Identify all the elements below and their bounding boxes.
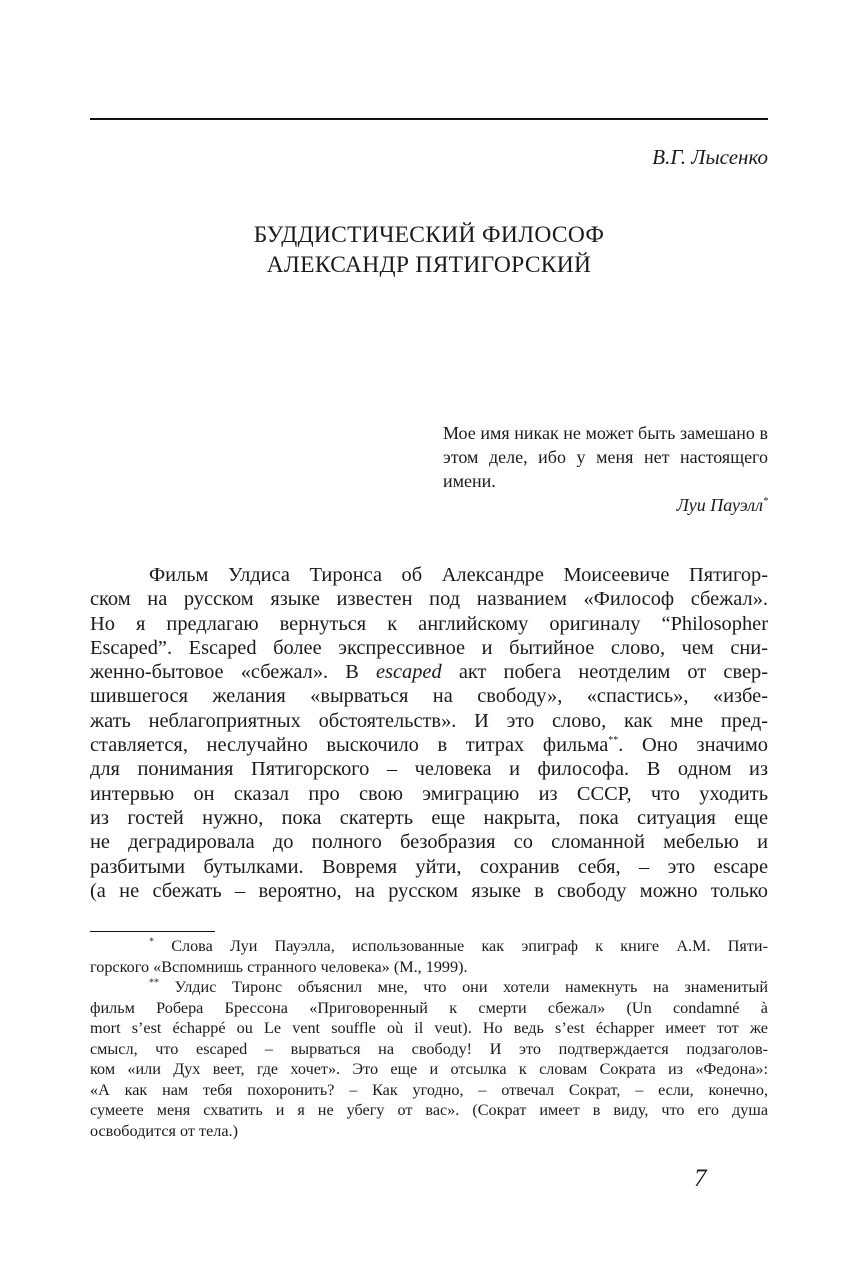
- body-line: из гостей нужно, пока скатерть еще накрыта, пока ситуация еще: [90, 806, 768, 829]
- title-line-2: АЛЕКСАНДР ПЯТИГОРСКИЙ: [266, 252, 592, 278]
- footnote-ref-1[interactable]: *: [763, 496, 768, 507]
- body-text-span: акт побега неотделим от свер-: [441, 661, 768, 684]
- body-line: интервью он сказал про свою эмиграцию из СССР, что уходить: [90, 782, 768, 805]
- epigraph-attribution: [443, 493, 768, 517]
- body-line: [90, 733, 768, 757]
- footnotes: [90, 936, 768, 1141]
- footnote-2-line: фильм Робера Брессона «Приговоренный к смерти сбежал» (Un condamné à: [90, 998, 768, 1017]
- footnote-1-line: горского «Вспомнишь странного человека» (М., 1999).: [90, 957, 468, 976]
- body-text-span: ставляется, неслучайно выскочило в титрах фильма: [90, 734, 609, 757]
- footnote-2-line: смысл, что escaped – вырваться на свободу! И это подтверждается подзаголов-: [90, 1039, 768, 1058]
- body-text-span: . Оно значимо: [618, 734, 768, 757]
- footnote-1-line: [90, 936, 768, 957]
- page-number: 7: [694, 1165, 707, 1192]
- footnote-2-mark: **: [149, 977, 159, 989]
- body-line: Escaped”. Escaped более экспрессивное и бытийное слово, чем сни-: [90, 636, 768, 659]
- footnote-text: Улдис Тиронс объяснил мне, что они хотели намекнуть на знаменитый: [174, 978, 768, 996]
- footnote-2-line: освободится от тела.): [90, 1121, 238, 1140]
- epigraph-text: Мое имя никак не может быть замешано в этом деле, ибо у меня нет настоящего имени.: [443, 423, 768, 491]
- footnote-2-line: [90, 977, 768, 998]
- body-line: (а не сбежать – вероятно, на русском языке в свободу можно только: [90, 879, 768, 902]
- footnote-2-line: ком «или Дух веет, где хочет». Это еще и отсылка к словам Сократа из «Федона»:: [90, 1060, 768, 1078]
- body-line: жать неблагоприятных обстоятельств». И это слово, как мне пред-: [90, 709, 768, 732]
- author-name: В.Г. Лысенко: [652, 145, 768, 169]
- title-line-1: БУДДИСТИЧЕСКИЙ ФИЛОСОФ: [253, 222, 605, 248]
- footnote-text: Слова Луи Пауэлла, использованные как эпиграф к книге А.М. Пяти-: [171, 937, 768, 955]
- footnote-2-line: «А как нам тебя похоронить? – Как угодно, – отвечал Сократ, – если, конечно,: [90, 1080, 768, 1099]
- body-line: Но я предлагаю вернуться к английскому оригиналу “Philosopher: [90, 612, 768, 635]
- body-paragraph: [90, 563, 768, 903]
- footnote-rule: [90, 931, 215, 932]
- footnote-2-line: mort s’est échappé ou Le vent souffle où il veut). Но ведь s’est échapper имеет тот же: [90, 1019, 768, 1037]
- emphasis-escaped: escaped: [376, 661, 442, 684]
- footnote-ref-2[interactable]: **: [608, 735, 619, 747]
- body-text-span: женно-бытовое «сбежал». В: [90, 661, 376, 684]
- body-line: Фильм Улдиса Тиронса об Александре Моисеевиче Пятигор-: [149, 564, 768, 586]
- epigraph-author: Луи Пауэлл: [676, 495, 763, 515]
- header-rule: [90, 118, 768, 120]
- footnote-2-line: сумеете меня схватить и я не убегу от вас». (Сократ имеет в виду, что его душа: [90, 1101, 768, 1119]
- body-line: [90, 660, 768, 684]
- epigraph: [443, 421, 768, 517]
- body-line: не деградировала до полного безобразия со сломанной мебелью и: [90, 831, 768, 854]
- body-line: разбитыми бутылками. Вовремя уйти, сохранив себя, – это escape: [90, 855, 768, 878]
- body-line: шившегося желания «вырваться на свободу», «спастись», «избе-: [90, 685, 768, 708]
- body-line: для понимания Пятигорского – человека и философа. В одном из: [90, 758, 768, 781]
- footnote-1-mark: *: [149, 936, 154, 948]
- body-line: ском на русском языке известен под названием «Философ сбежал».: [90, 588, 768, 611]
- article-title: [90, 220, 768, 280]
